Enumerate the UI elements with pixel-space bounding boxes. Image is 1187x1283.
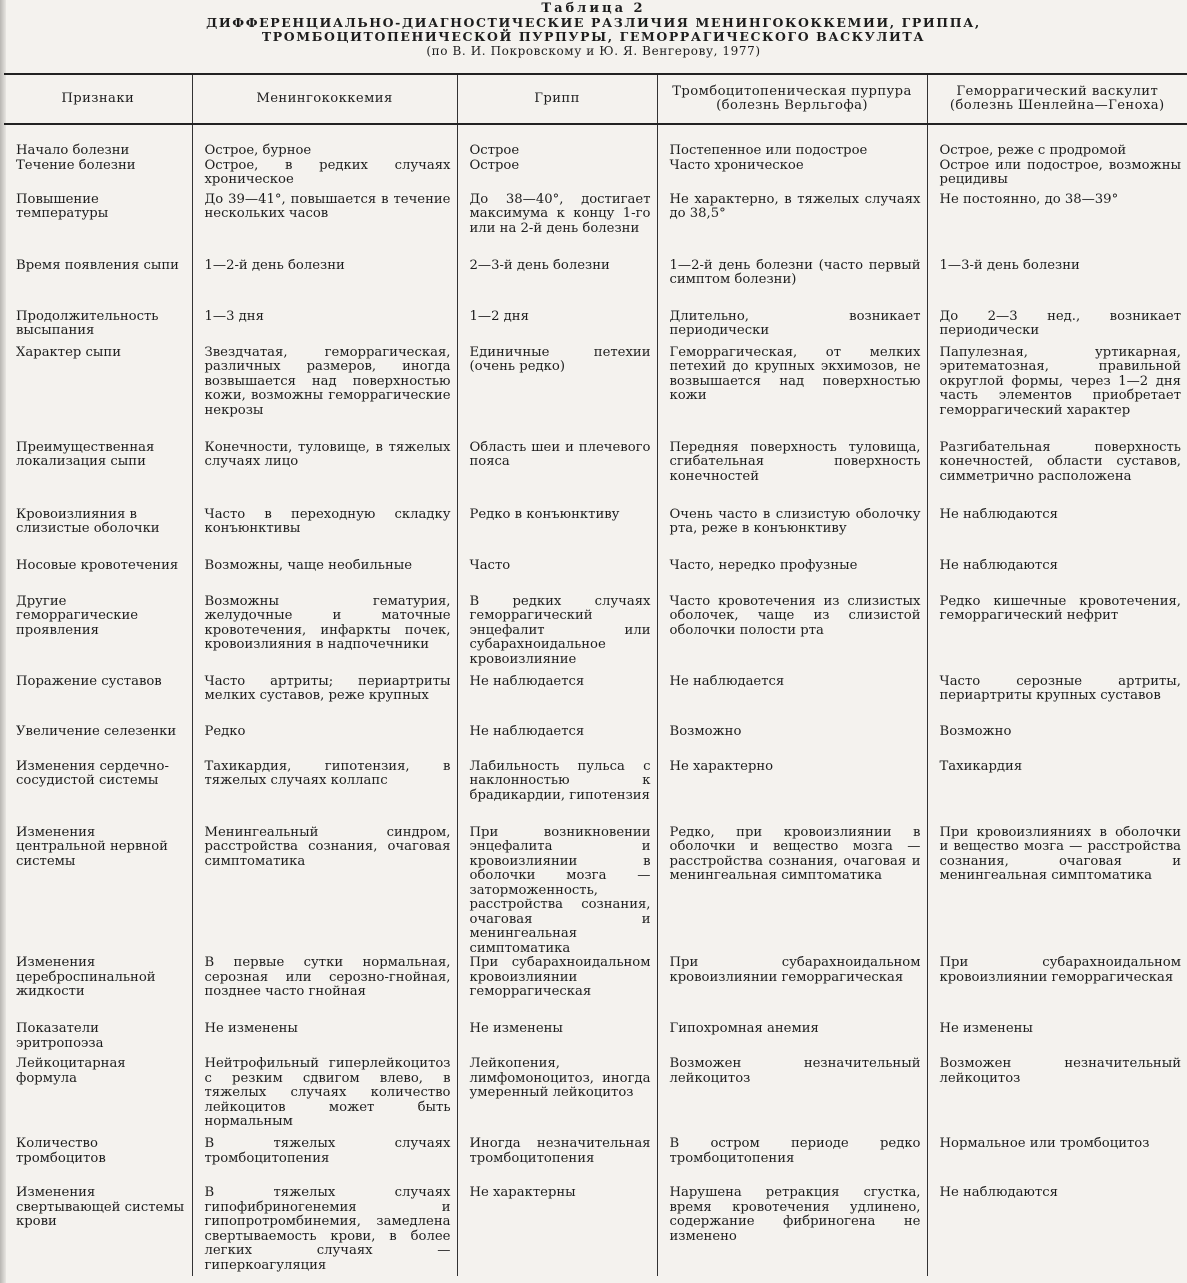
table-row: [4, 1137, 1187, 1186]
column-header-influenza: Грипп: [457, 74, 657, 124]
feature-cell: Изменения свертывающей системы крови: [16, 1186, 185, 1229]
meningococcemia-cell: Возможны гематурия, желудочные и маточные кровотечения, инфаркты почек, кровоизлияния в надпочечники: [192, 595, 457, 675]
influenza-cell: 2—3-й день болезни: [457, 259, 657, 310]
table-row: [4, 1022, 1187, 1057]
column-header-purpura: Тромбоцитопеническая пурпура (болезнь Верльгофа): [657, 74, 927, 124]
purpura-cell: Геморрагическая, от мелких петехий до крупных экхимозов, не возвышается над поверхностью кожи: [657, 346, 927, 441]
influenza-cell: До 38—40°, достигает максимума к концу 1-го или на 2-й день болезни: [457, 193, 657, 259]
feature-cell: Изменения сердечно-сосудистой системы: [16, 759, 169, 788]
purpura-cell: Возможно: [657, 725, 927, 760]
influenza-cell: Часто: [457, 559, 657, 595]
meningococcemia-cell: В тяжелых случаях тромбоцитопения: [192, 1137, 457, 1186]
vasculitis-cell: Не наблюдаются: [927, 508, 1187, 559]
vasculitis-cell: Редко кишечные кровотечения, геморрагический нефрит: [927, 595, 1187, 675]
purpura-cell: Передняя поверхность туловища, сгибательная поверхность конечностей: [657, 441, 927, 508]
vasculitis-cell: Не изменены: [927, 1022, 1187, 1057]
purpura-cell: Возможен незначительный лейкоцитоз: [657, 1057, 927, 1137]
purpura-cell: Постепенное или подострое: [657, 124, 927, 159]
table-row: [4, 1186, 1187, 1276]
influenza-cell: Не характерны: [457, 1186, 657, 1276]
meningococcemia-cell: Острое, бурное: [192, 124, 457, 159]
purpura-cell: При субарахноидальном кровоизлиянии геморрагическая: [657, 956, 927, 1022]
meningococcemia-cell: Менингеальный синдром, расстройства сознания, очаговая симптоматика: [192, 826, 457, 957]
purpura-cell: Очень часто в слизистую оболочку рта, реже в конъюнктиву: [657, 508, 927, 559]
table-title-line-2: ТРОМБОЦИТОПЕНИЧЕСКОЙ ПУРПУРЫ, ГЕМОРРАГИЧЕСКОГО ВАСКУЛИТА: [261, 29, 926, 44]
feature-cell: Увеличение селезенки: [16, 724, 177, 739]
feature-cell: Показатели эритропоэза: [16, 1022, 104, 1051]
table-row: [4, 159, 1187, 193]
feature-cell: Время появления сыпи: [16, 258, 179, 273]
column-header-feature: Признаки: [4, 74, 192, 124]
table-row: [4, 559, 1187, 595]
meningococcemia-cell: Не изменены: [192, 1022, 457, 1057]
purpura-cell: В остром периоде редко тромбоцитопения: [657, 1137, 927, 1186]
vasculitis-cell: Тахикардия: [927, 760, 1187, 826]
feature-cell: Характер сыпи: [16, 345, 121, 360]
vasculitis-cell: Не наблюдаются: [927, 559, 1187, 595]
influenza-cell: 1—2 дня: [457, 310, 657, 346]
vasculitis-cell: Папулезная, уртикарная, эритематозная, правильной округлой формы, через 1—2 дня часть элементов приобретает геморрагический характер: [927, 346, 1187, 441]
feature-cell: Начало болезни: [16, 143, 130, 158]
meningococcemia-cell: 1—3 дня: [192, 310, 457, 346]
vasculitis-cell: Острое, реже с продромой: [927, 124, 1187, 159]
feature-cell: Изменения центральной нервной системы: [16, 825, 168, 869]
influenza-cell: При возникновении энцефалита и кровоизлиянии в оболочки мозга — заторможенность, расстройства сознания, очаговая и менингеальная симптоматика: [457, 826, 657, 957]
header-row: [4, 74, 1187, 124]
table-row: [4, 310, 1187, 346]
table-row: [4, 956, 1187, 1022]
vasculitis-cell: Разгибательная поверхность конечностей, области суставов, симметрично расположена: [927, 441, 1187, 508]
influenza-cell: Редко в конъюнктиву: [457, 508, 657, 559]
feature-cell: Количество тромбоцитов: [16, 1137, 106, 1166]
influenza-cell: Единичные петехии (очень редко): [457, 346, 657, 441]
feature-cell: Течение болезни: [16, 158, 136, 173]
purpura-cell: Часто кровотечения из слизистых оболочек, чаще из слизистой оболочки полости рта: [657, 595, 927, 675]
vasculitis-cell: Нормальное или тромбоцитоз: [927, 1137, 1187, 1186]
feature-cell: Поражение суставов: [16, 674, 162, 689]
influenza-cell: Острое: [457, 124, 657, 159]
feature-cell: Повышение температуры: [16, 192, 109, 221]
meningococcemia-cell: Часто в переходную складку конъюнктивы: [192, 508, 457, 559]
purpura-cell: Редко, при кровоизлиянии в оболочки и вещество мозга — расстройства сознания, очаговая и менингеальная симптоматика: [657, 826, 927, 957]
table-number: Таблица 2: [541, 1, 646, 16]
purpura-cell: Не наблюдается: [657, 675, 927, 725]
column-header-meningococcemia: Менингококкемия: [192, 74, 457, 124]
influenza-cell: Не изменены: [457, 1022, 657, 1057]
meningococcemia-cell: Часто артриты; периартриты мелких суставов, реже крупных: [192, 675, 457, 725]
table-source: (по В. И. Покровскому и Ю. Я. Венгерову, 1977): [426, 44, 761, 58]
purpura-cell: Часто, нередко профузные: [657, 559, 927, 595]
influenza-cell: Иногда незначительная тромбоцитопения: [457, 1137, 657, 1186]
influenza-cell: Лейкопения, лимфомоноцитоз, иногда умеренный лейкоцитоз: [457, 1057, 657, 1137]
table-row: [4, 193, 1187, 259]
meningococcemia-cell: Нейтрофильный гиперлейкоцитоз с резким сдвигом влево, в тяжелых случаях количество лейкоцитов может быть нормальным: [192, 1057, 457, 1137]
vasculitis-cell: Не наблюдаются: [927, 1186, 1187, 1276]
vasculitis-cell: Не постоянно, до 38—39°: [927, 193, 1187, 259]
feature-cell: Другие геморрагические проявления: [16, 594, 139, 638]
column-header-vasculitis: Геморрагический васкулит (болезнь Шенлейна—Геноха): [927, 74, 1187, 124]
table-row: [4, 675, 1187, 725]
diagnostic-table: [4, 73, 1187, 1276]
table-row: [4, 725, 1187, 760]
vasculitis-cell: При субарахноидальном кровоизлиянии геморрагическая: [927, 956, 1187, 1022]
meningococcemia-cell: Острое, в редких случаях хроническое: [192, 159, 457, 193]
meningococcemia-cell: Тахикардия, гипотензия, в тяжелых случаях коллапс: [192, 760, 457, 826]
meningococcemia-cell: Возможны, чаще необильные: [192, 559, 457, 595]
influenza-cell: Не наблюдается: [457, 675, 657, 725]
meningococcemia-cell: В первые сутки нормальная, серозная или серозно-гнойная, позднее часто гнойная: [192, 956, 457, 1022]
table-header: [0, 2, 1187, 58]
meningococcemia-cell: В тяжелых случаях гипофибриногенемия и гипопротромбинемия, замедлена свертываемость крови, в более легких случаях — гиперкоагуляция: [192, 1186, 457, 1276]
influenza-cell: Не наблюдается: [457, 725, 657, 760]
feature-cell: Лейкоцитарная формула: [16, 1057, 126, 1086]
table-row: [4, 760, 1187, 826]
table-row: [4, 124, 1187, 159]
feature-cell: Преимущественная локализация сыпи: [16, 440, 155, 469]
vasculitis-cell: Часто серозные артриты, периартриты крупных суставов: [927, 675, 1187, 725]
vasculitis-cell: Возможен незначительный лейкоцитоз: [927, 1057, 1187, 1137]
table-row: [4, 346, 1187, 441]
feature-cell: Кровоизлияния в слизистые оболочки: [16, 507, 160, 536]
purpura-cell: Длительно, возникает периодически: [657, 310, 927, 346]
meningococcemia-cell: 1—2-й день болезни: [192, 259, 457, 310]
meningococcemia-cell: Звездчатая, геморрагическая, различных размеров, иногда возвышается над поверхностью кожи, возможны геморрагические некрозы: [192, 346, 457, 441]
feature-cell: Носовые кровотечения: [16, 558, 179, 573]
vasculitis-cell: При кровоизлияниях в оболочки и вещество мозга — расстройства сознания, очаговая и менингеальная симптоматика: [927, 826, 1187, 957]
vasculitis-cell: Острое или подострое, возможны рецидивы: [927, 159, 1187, 193]
influenza-cell: Область шеи и плечевого пояса: [457, 441, 657, 508]
table-row: [4, 508, 1187, 559]
purpura-cell: 1—2-й день болезни (часто первый симптом болезни): [657, 259, 927, 310]
influenza-cell: Лабильность пульса с наклонностью к брадикардии, гипотензия: [457, 760, 657, 826]
purpura-cell: Часто хроническое: [657, 159, 927, 193]
table-title-line-1: ДИФФЕРЕНЦИАЛЬНО-ДИАГНОСТИЧЕСКИЕ РАЗЛИЧИЯ МЕНИНГОКОККЕМИИ, ГРИППА,: [206, 15, 981, 30]
table-row: [4, 259, 1187, 310]
influenza-cell: При субарахноидальном кровоизлиянии геморрагическая: [457, 956, 657, 1022]
table-row: [4, 595, 1187, 675]
purpura-cell: Нарушена ретракция сгустка, время кровотечения удлинено, содержание фибриногена не изменено: [657, 1186, 927, 1276]
table-row: [4, 826, 1187, 957]
vasculitis-cell: 1—3-й день болезни: [927, 259, 1187, 310]
feature-cell: Продолжительность высыпания: [16, 309, 159, 338]
vasculitis-cell: Возможно: [927, 725, 1187, 760]
meningococcemia-cell: Конечности, туловище, в тяжелых случаях лицо: [192, 441, 457, 508]
feature-cell: Изменения цереброспинальной жидкости: [16, 956, 156, 999]
purpura-cell: Гипохромная анемия: [657, 1022, 927, 1057]
table-row: [4, 441, 1187, 508]
purpura-cell: Не характерно: [657, 760, 927, 826]
table-row: [4, 1057, 1187, 1137]
meningococcemia-cell: До 39—41°, повышается в течение нескольких часов: [192, 193, 457, 259]
meningococcemia-cell: Редко: [192, 725, 457, 760]
purpura-cell: Не характерно, в тяжелых случаях до 38,5°: [657, 193, 927, 259]
influenza-cell: В редких случаях геморрагический энцефалит или субарахноидальное кровоизлияние: [457, 595, 657, 675]
vasculitis-cell: До 2—3 нед., возникает периодически: [927, 310, 1187, 346]
influenza-cell: Острое: [457, 159, 657, 193]
